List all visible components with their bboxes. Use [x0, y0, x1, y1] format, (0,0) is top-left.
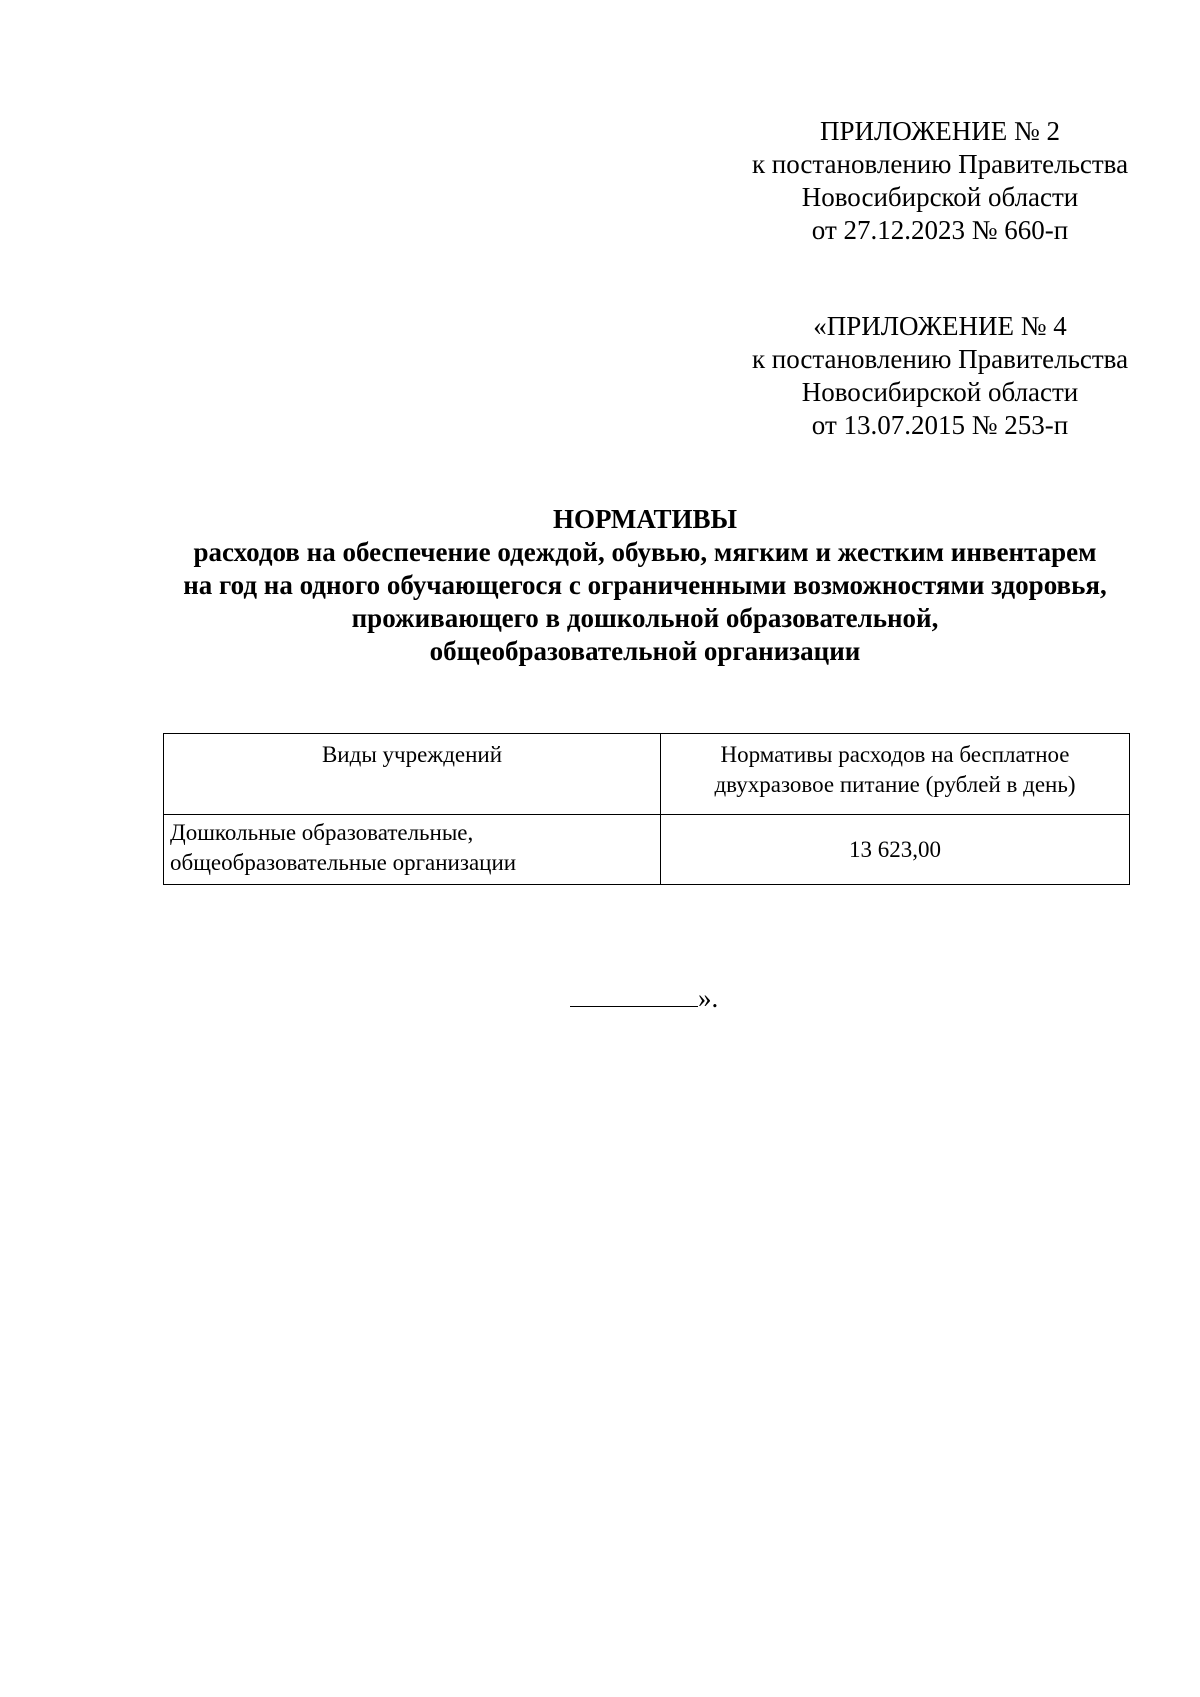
appendix-2-region: Новосибирской области [801, 182, 1079, 212]
appendix-2-date: от 27.12.2023 № 660-п [811, 215, 1069, 245]
appendix-2-resolution-ref: к постановлению Правительства [751, 149, 1129, 179]
title-line-2: на год на одного обучающегося с ограниченными возможностями здоровья, [183, 570, 1107, 600]
appendix-4-resolution-ref: к постановлению Правительства [751, 344, 1129, 374]
table-header-row [164, 734, 1130, 815]
appendix-4-number: «ПРИЛОЖЕНИЕ № 4 [813, 311, 1067, 341]
cell-norm-value: 13 623,00 [661, 815, 1130, 885]
cell-institution-type-line-2: общеобразовательные организации [170, 850, 517, 875]
cell-institution-type [164, 815, 661, 885]
closing-quote: ». [698, 983, 719, 1013]
header-norms-line-2: двухразовое питание (рублей в день) [714, 772, 1076, 797]
cell-institution-type-line-1: Дошкольные образовательные, [170, 820, 474, 845]
table-row [164, 815, 1130, 885]
title-line-3: проживающего в дошкольной образовательной, [351, 603, 939, 633]
title-line-4: общеобразовательной организации [429, 636, 861, 666]
header-norms [661, 734, 1130, 815]
appendix-4-region: Новосибирской области [801, 377, 1079, 407]
document-title [100, 503, 1190, 668]
appendix-2-header [735, 115, 1145, 247]
title-main: НОРМАТИВЫ [552, 504, 738, 534]
header-institution-type [164, 734, 661, 815]
closing-mark [570, 982, 718, 1015]
appendix-2-number: ПРИЛОЖЕНИЕ № 2 [819, 116, 1061, 146]
title-line-1: расходов на обеспечение одеждой, обувью, мягким и жестким инвентарем [193, 537, 1097, 567]
appendix-4-header [735, 310, 1145, 442]
header-norms-line-1: Нормативы расходов на бесплатное [720, 742, 1070, 767]
signature-line [570, 982, 698, 1007]
appendix-4-date: от 13.07.2015 № 253-п [811, 410, 1069, 440]
header-institution-type-text: Виды учреждений [321, 742, 503, 767]
norms-table [163, 733, 1130, 885]
